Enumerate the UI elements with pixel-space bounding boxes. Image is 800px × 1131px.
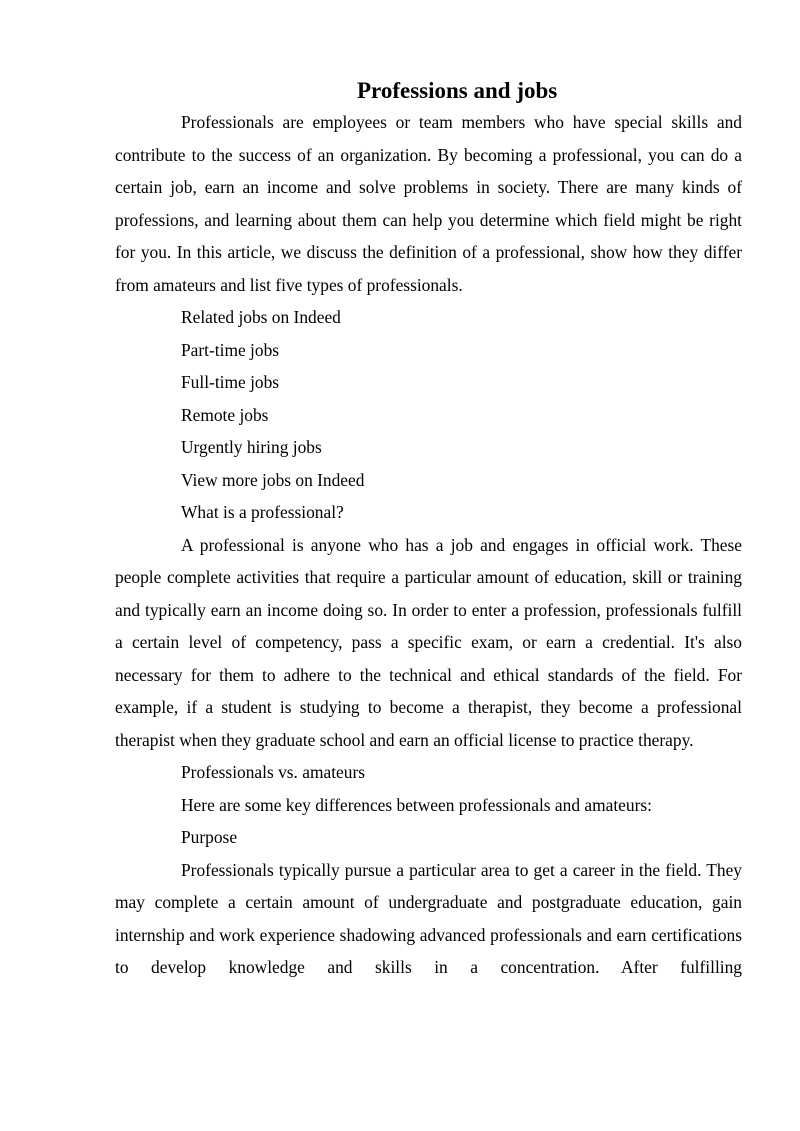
related-jobs-heading: Related jobs on Indeed bbox=[181, 307, 341, 327]
section-body-what-is-professional: A professional is anyone who has a job and engages in official work. These people complete activities that require a particular amount of education, skill or training and typically earn an income doing so. In order to enter a profession, professionals fulfill a certain level of competency, pass a specific exam, or earn a credential. It's also necessary for them to adhere to the technical and ethical standards of the field. For example, if a student is studying to become a therapist, they become a professional therapist when they graduate school and earn an official license to practice therapy. bbox=[115, 534, 742, 750]
related-job-item: Remote jobs bbox=[181, 404, 269, 425]
document-body bbox=[115, 76, 742, 984]
document-title: Professions and jobs bbox=[357, 78, 558, 103]
intro-paragraph: Professionals are employees or team members who have special skills and contribute to the success of an organization. By becoming a professional, you can do a certain job, earn an income and solve problems in society. There are many kinds of professions, and learning about them can help you determine which field might be right for you. In this article, we discuss the definition of a professional, show how they differ from amateurs and list five types of professionals. bbox=[115, 112, 742, 295]
section-heading-what-is-professional: What is a professional? bbox=[181, 502, 344, 522]
related-job-item: Urgently hiring jobs bbox=[181, 437, 322, 457]
subsection-body-purpose: Professionals typically pursue a particular area to get a career in the field. They may complete a certain amount of undergraduate and postgraduate education, gain internship and work experience shadowing advanced professionals and earn certifications to develop knowledge and skills in a concentration. After fulfilling bbox=[115, 859, 742, 977]
related-job-item: Full-time jobs bbox=[181, 372, 280, 392]
related-job-item: Part-time jobs bbox=[181, 339, 280, 360]
section-heading-professionals-vs-amateurs: Professionals vs. amateurs bbox=[181, 762, 366, 782]
related-job-item: View more jobs on Indeed bbox=[181, 469, 365, 490]
section-intro-professionals-vs-amateurs: Here are some key differences between professionals and amateurs: bbox=[181, 794, 652, 815]
subsection-heading-purpose: Purpose bbox=[181, 827, 238, 847]
